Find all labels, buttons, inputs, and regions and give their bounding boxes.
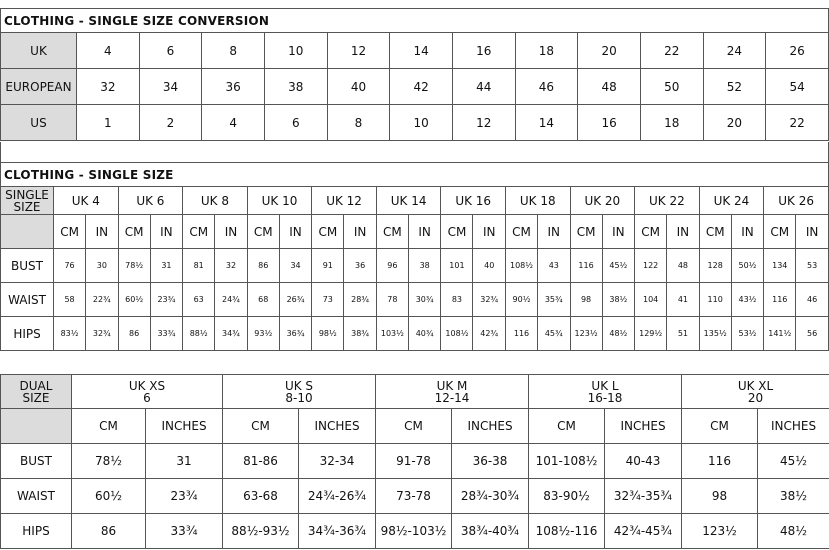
conversion-cell: 10	[390, 105, 453, 141]
single-size-label: UK 12	[312, 187, 377, 215]
conversion-cell: 40	[327, 69, 390, 105]
conversion-cell: 6	[139, 33, 202, 69]
single-size-cell: 86	[247, 249, 279, 283]
single-size-cell: 34¾	[215, 317, 248, 351]
dual-size-cell: 36-38	[452, 444, 529, 479]
dual-unit-inches: INCHES	[146, 409, 223, 444]
unit-in: IN	[602, 215, 635, 249]
unit-cm: CM	[376, 215, 408, 249]
dual-unit-spacer	[1, 409, 72, 444]
single-size-cell: 22¾	[86, 283, 119, 317]
unit-in: IN	[279, 215, 312, 249]
conversion-table	[0, 8, 829, 141]
conversion-cell: 8	[327, 105, 390, 141]
single-size-cell: 116	[505, 317, 537, 351]
single-size-cell: 48½	[602, 317, 635, 351]
dual-size-cell: 108½-116	[529, 514, 605, 549]
single-size-cell: 35¾	[538, 283, 571, 317]
dual-row-label: BUST	[1, 444, 72, 479]
conversion-cell: 14	[515, 105, 578, 141]
unit-in: IN	[408, 215, 441, 249]
conversion-cell: 12	[327, 33, 390, 69]
single-size-cell: 93½	[247, 317, 279, 351]
dual-size-row	[1, 444, 829, 479]
single-size-cell: 141½	[764, 317, 796, 351]
single-size-cell: 116	[764, 283, 796, 317]
single-size-cell: 48	[667, 249, 700, 283]
dual-size-header: DUAL SIZE	[1, 375, 72, 409]
dual-size-cell: 86	[72, 514, 146, 549]
unit-cm: CM	[764, 215, 796, 249]
section-spacer	[0, 142, 829, 162]
single-size-cell: 116	[570, 249, 602, 283]
single-size-cell: 108½	[505, 249, 537, 283]
dual-size-range: 8-10	[285, 390, 313, 405]
dual-unit-cm: CM	[529, 409, 605, 444]
conversion-row-label: EUROPEAN	[1, 69, 77, 105]
dual-size-range: 16-18	[587, 390, 623, 405]
dual-size-cell: 73-78	[376, 479, 452, 514]
single-size-cell: 24¾	[215, 283, 248, 317]
conversion-cell: 42	[390, 69, 453, 105]
dual-size-name: UK XS	[128, 378, 166, 393]
unit-in: IN	[215, 215, 248, 249]
unit-cm: CM	[635, 215, 667, 249]
dual-size-cell: 101-108½	[529, 444, 605, 479]
conversion-cell: 22	[640, 33, 703, 69]
dual-size-label	[682, 375, 829, 409]
dual-size-cell: 38½	[758, 479, 829, 514]
single-size-cell: 96	[376, 249, 408, 283]
single-size-table	[0, 162, 829, 351]
conversion-row	[1, 105, 829, 141]
single-size-cell: 38	[408, 249, 441, 283]
single-size-cell: 91	[312, 249, 344, 283]
single-size-cell: 63	[183, 283, 215, 317]
single-size-cell: 51	[667, 317, 700, 351]
single-size-title: CLOTHING - SINGLE SIZE	[1, 163, 829, 187]
dual-size-cell: 63-68	[223, 479, 299, 514]
dual-row-label: HIPS	[1, 514, 72, 549]
single-size-cell: 73	[312, 283, 344, 317]
dual-size-cell: 34¾-36¾	[299, 514, 376, 549]
single-size-cell: 78	[376, 283, 408, 317]
conversion-row	[1, 69, 829, 105]
single-size-cell: 40¾	[408, 317, 441, 351]
single-size-label: UK 6	[118, 187, 183, 215]
single-size-cell: 53½	[731, 317, 764, 351]
single-size-cell: 103½	[376, 317, 408, 351]
single-size-cell: 33¾	[150, 317, 183, 351]
unit-cm: CM	[570, 215, 602, 249]
single-size-cell: 56	[796, 317, 829, 351]
single-size-label: UK 14	[376, 187, 441, 215]
dual-unit-cm: CM	[682, 409, 758, 444]
single-size-cell: 32¾	[473, 283, 506, 317]
dual-unit-inches: INCHES	[452, 409, 529, 444]
single-size-cell: 98½	[312, 317, 344, 351]
single-size-cell: 32	[215, 249, 248, 283]
dual-unit-cm: CM	[223, 409, 299, 444]
conversion-cell: 18	[515, 33, 578, 69]
single-size-cell: 45½	[602, 249, 635, 283]
single-row-label: BUST	[1, 249, 54, 283]
single-size-cell: 128	[699, 249, 731, 283]
single-size-cell: 38½	[602, 283, 635, 317]
dual-size-cell: 116	[682, 444, 758, 479]
single-size-cell: 135½	[699, 317, 731, 351]
dual-size-label	[72, 375, 223, 409]
dual-size-table	[0, 374, 829, 549]
conversion-cell: 26	[766, 33, 829, 69]
unit-in: IN	[796, 215, 829, 249]
single-size-cell: 83½	[54, 317, 86, 351]
dual-size-cell: 33¾	[146, 514, 223, 549]
single-size-cell: 53	[796, 249, 829, 283]
single-size-cell: 43	[538, 249, 571, 283]
single-size-label: UK 8	[183, 187, 248, 215]
single-size-cell: 81	[183, 249, 215, 283]
dual-size-cell: 28¾-30¾	[452, 479, 529, 514]
dual-size-range: 20	[747, 390, 764, 405]
single-size-cell: 78½	[118, 249, 150, 283]
conversion-row-label: US	[1, 105, 77, 141]
dual-size-row	[1, 514, 829, 549]
conversion-cell: 36	[202, 69, 265, 105]
conversion-title: CLOTHING - SINGLE SIZE CONVERSION	[1, 9, 829, 33]
single-size-cell: 134	[764, 249, 796, 283]
dual-size-cell: 83-90½	[529, 479, 605, 514]
dual-size-cell: 32¾-35¾	[605, 479, 682, 514]
single-size-cell: 34	[279, 249, 312, 283]
single-size-cell: 32¾	[86, 317, 119, 351]
dual-unit-cm: CM	[72, 409, 146, 444]
unit-cm: CM	[118, 215, 150, 249]
single-row-label: HIPS	[1, 317, 54, 351]
single-size-cell: 50½	[731, 249, 764, 283]
single-size-cell: 90½	[505, 283, 537, 317]
unit-cm: CM	[441, 215, 473, 249]
dual-size-cell: 31	[146, 444, 223, 479]
dual-size-name: UK XL	[737, 378, 774, 393]
single-size-cell: 43½	[731, 283, 764, 317]
conversion-row-label: UK	[1, 33, 77, 69]
unit-cm: CM	[183, 215, 215, 249]
conversion-cell: 20	[703, 105, 766, 141]
dual-size-cell: 91-78	[376, 444, 452, 479]
single-size-row	[1, 317, 829, 351]
single-size-cell: 58	[54, 283, 86, 317]
unit-row-spacer	[1, 215, 54, 249]
dual-size-cell: 42¾-45¾	[605, 514, 682, 549]
conversion-row	[1, 33, 829, 69]
unit-in: IN	[344, 215, 377, 249]
unit-cm: CM	[699, 215, 731, 249]
dual-size-name: UK M	[436, 378, 468, 393]
single-size-label: UK 22	[635, 187, 700, 215]
conversion-cell: 52	[703, 69, 766, 105]
conversion-cell: 32	[77, 69, 140, 105]
single-size-cell: 23¾	[150, 283, 183, 317]
unit-in: IN	[86, 215, 119, 249]
single-size-cell: 42¾	[473, 317, 506, 351]
conversion-cell: 46	[515, 69, 578, 105]
conversion-cell: 8	[202, 33, 265, 69]
conversion-cell: 24	[703, 33, 766, 69]
conversion-cell: 18	[640, 105, 703, 141]
unit-cm: CM	[54, 215, 86, 249]
conversion-cell: 16	[452, 33, 515, 69]
dual-size-range: 12-14	[434, 390, 470, 405]
single-size-cell: 38¾	[344, 317, 377, 351]
unit-in: IN	[538, 215, 571, 249]
single-size-cell: 36	[344, 249, 377, 283]
conversion-cell: 34	[139, 69, 202, 105]
dual-unit-inches: INCHES	[758, 409, 829, 444]
single-size-cell: 104	[635, 283, 667, 317]
dual-size-cell: 32-34	[299, 444, 376, 479]
conversion-cell: 16	[578, 105, 641, 141]
single-size-cell: 129½	[635, 317, 667, 351]
conversion-cell: 50	[640, 69, 703, 105]
conversion-cell: 1	[77, 105, 140, 141]
dual-size-cell: 38¾-40¾	[452, 514, 529, 549]
conversion-cell: 2	[139, 105, 202, 141]
dual-size-label	[223, 375, 376, 409]
unit-in: IN	[150, 215, 183, 249]
dual-unit-inches: INCHES	[299, 409, 376, 444]
single-size-label: UK 26	[764, 187, 829, 215]
conversion-cell: 6	[264, 105, 327, 141]
single-size-cell: 45¾	[538, 317, 571, 351]
single-size-cell: 36¾	[279, 317, 312, 351]
dual-size-range: 6	[143, 390, 151, 405]
dual-size-cell: 60½	[72, 479, 146, 514]
single-size-cell: 123½	[570, 317, 602, 351]
single-row-label: WAIST	[1, 283, 54, 317]
dual-size-cell: 78½	[72, 444, 146, 479]
single-size-row	[1, 283, 829, 317]
single-size-cell: 41	[667, 283, 700, 317]
single-size-cell: 98	[570, 283, 602, 317]
single-size-cell: 30	[86, 249, 119, 283]
conversion-cell: 44	[452, 69, 515, 105]
single-size-cell: 46	[796, 283, 829, 317]
single-size-row	[1, 249, 829, 283]
dual-size-cell: 123½	[682, 514, 758, 549]
single-size-cell: 68	[247, 283, 279, 317]
conversion-cell: 20	[578, 33, 641, 69]
dual-size-cell: 98½-103½	[376, 514, 452, 549]
conversion-cell: 4	[202, 105, 265, 141]
single-size-header: SINGLE SIZE	[1, 187, 54, 215]
conversion-cell: 10	[264, 33, 327, 69]
dual-size-cell: 98	[682, 479, 758, 514]
dual-size-label	[529, 375, 682, 409]
conversion-cell: 12	[452, 105, 515, 141]
single-size-label: UK 24	[699, 187, 764, 215]
dual-size-cell: 23¾	[146, 479, 223, 514]
conversion-cell: 4	[77, 33, 140, 69]
unit-in: IN	[473, 215, 506, 249]
dual-unit-cm: CM	[376, 409, 452, 444]
single-size-cell: 60½	[118, 283, 150, 317]
unit-in: IN	[731, 215, 764, 249]
single-size-cell: 101	[441, 249, 473, 283]
dual-size-cell: 45½	[758, 444, 829, 479]
single-size-cell: 86	[118, 317, 150, 351]
conversion-cell: 38	[264, 69, 327, 105]
dual-size-cell: 88½-93½	[223, 514, 299, 549]
dual-size-row	[1, 479, 829, 514]
dual-size-cell: 40-43	[605, 444, 682, 479]
single-size-label: UK 20	[570, 187, 635, 215]
single-size-label: UK 10	[247, 187, 312, 215]
dual-size-cell: 24¾-26¾	[299, 479, 376, 514]
unit-cm: CM	[247, 215, 279, 249]
unit-cm: CM	[312, 215, 344, 249]
single-size-label: UK 16	[441, 187, 506, 215]
single-size-cell: 76	[54, 249, 86, 283]
single-size-cell: 110	[699, 283, 731, 317]
single-size-cell: 26¾	[279, 283, 312, 317]
dual-size-name: UK L	[591, 378, 619, 393]
dual-size-label	[376, 375, 529, 409]
conversion-cell: 54	[766, 69, 829, 105]
dual-size-cell: 48½	[758, 514, 829, 549]
dual-size-name: UK S	[284, 378, 314, 393]
unit-cm: CM	[505, 215, 537, 249]
single-size-cell: 122	[635, 249, 667, 283]
unit-in: IN	[667, 215, 700, 249]
single-size-label: UK 18	[505, 187, 570, 215]
conversion-cell: 48	[578, 69, 641, 105]
single-size-cell: 28¾	[344, 283, 377, 317]
single-size-cell: 31	[150, 249, 183, 283]
dual-row-label: WAIST	[1, 479, 72, 514]
dual-unit-inches: INCHES	[605, 409, 682, 444]
single-size-cell: 83	[441, 283, 473, 317]
single-size-label: UK 4	[54, 187, 119, 215]
single-size-cell: 88½	[183, 317, 215, 351]
dual-size-cell: 81-86	[223, 444, 299, 479]
single-size-cell: 30¾	[408, 283, 441, 317]
single-size-cell: 40	[473, 249, 506, 283]
conversion-cell: 14	[390, 33, 453, 69]
single-size-cell: 108½	[441, 317, 473, 351]
conversion-cell: 22	[766, 105, 829, 141]
